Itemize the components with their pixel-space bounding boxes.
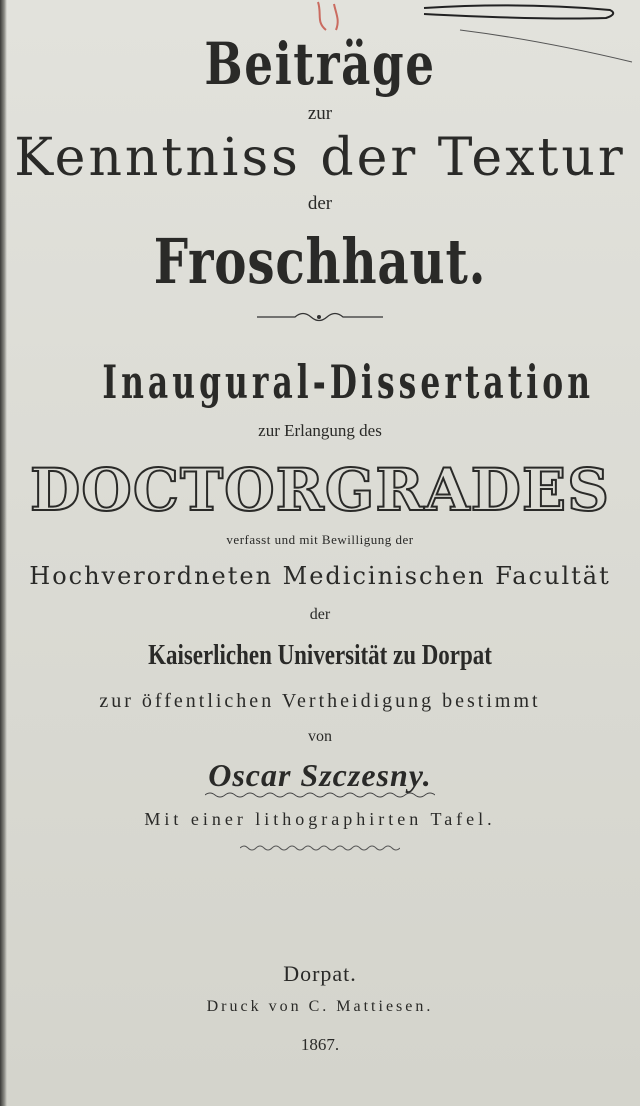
title-line-froschhaut: Froschhaut. — [153, 225, 487, 298]
place-line: Dorpat. — [283, 961, 357, 986]
university-line: Kaiserlichen Universität zu Dorpat — [148, 640, 492, 671]
author-name: Oscar Szczesny. — [208, 757, 432, 793]
dissertation-heading: Inaugural-Dissertation — [102, 355, 595, 409]
plate-note: Mit einer lithographirten Tafel. — [144, 809, 496, 829]
doctorgrades-heading: DOCTORGRADES — [30, 456, 610, 524]
title-line-zur: zur — [307, 103, 333, 124]
der-line-2: der — [309, 606, 331, 623]
title-line-beitraege: Beiträge — [204, 30, 436, 98]
ornament-divider — [0, 308, 640, 326]
year-line: 1867. — [300, 1035, 340, 1054]
wavy-rule-bottom — [0, 843, 640, 853]
printer-line: Druck von C. Mattiesen. — [206, 998, 434, 1015]
erlangung-line: zur Erlangung des — [258, 421, 382, 440]
bewilligung-line: verfasst und mit Bewilligung der — [226, 532, 414, 547]
facultaet-line: Hochverordneten Medicinischen Facultät — [29, 562, 611, 590]
vertheidigung-line: zur öffentlichen Vertheidigung bestimmt — [99, 690, 541, 712]
wavy-rule-top — [0, 790, 640, 800]
title-line-der: der — [307, 193, 333, 214]
von-line: von — [308, 728, 332, 745]
title-line-kenntniss: Kenntniss der Textur — [14, 128, 626, 188]
